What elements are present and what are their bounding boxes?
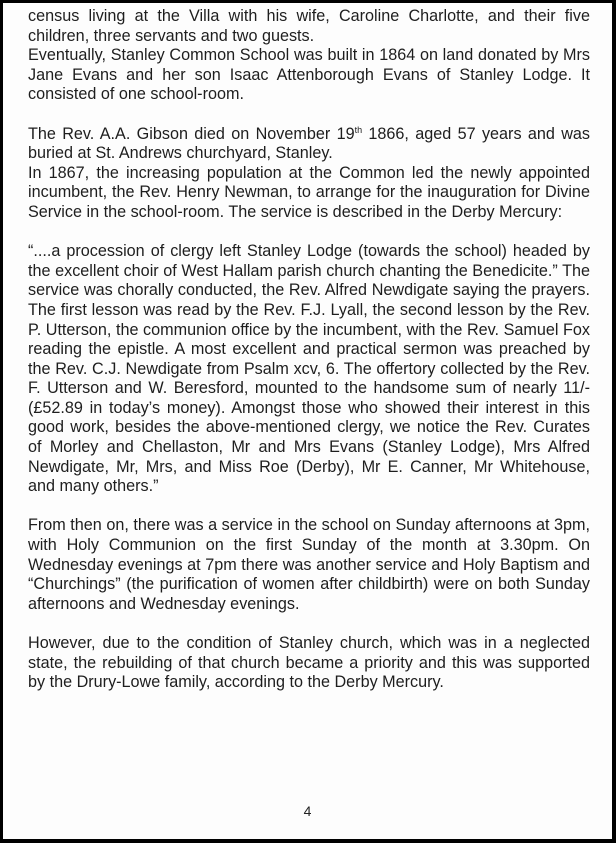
paragraph-spacer	[28, 614, 590, 634]
paragraph-spacer	[28, 105, 590, 125]
paragraph-spacer	[28, 497, 590, 517]
page-body	[28, 7, 590, 693]
gibson-text-end: 1866, aged 57 years and was buried at St. Andrews churchyard, Stanley.	[28, 124, 590, 163]
paragraph-spacer	[28, 223, 590, 243]
paragraph-1867-service: In 1867, the increasing population at the Common led the newly appointed incumbent, the Rev. Henry Newman, to arrange for the inauguration for Divine Service in the school-room. The service is described in the Derby Mercury:	[28, 163, 590, 221]
document-page	[3, 3, 612, 839]
gibson-text-start: The Rev. A.A. Gibson died on November 19	[28, 124, 355, 143]
paragraph-sunday-services: From then on, there was a service in the school on Sunday afternoons at 3pm, with Holy Communion on the first Sunday of the month at 3.30pm. On Wednesday evenings at 7pm there was another service and Holy Baptism and “Churchings” (the purification of women after childbirth) were on both Sunday afternoons and Wednesday evenings.	[28, 516, 590, 613]
ordinal-suffix: th	[354, 124, 363, 135]
paragraph-derby-mercury-quote: “....a procession of clergy left Stanley Lodge (towards the school) headed by the excellent choir of West Hallam parish church chanting the Benedicite.” The service was chorally conducted, the Rev. Alfred Newdigate saying the prayers. The first lesson was read by the Rev. F.J. Lyall, the second lesson by the Rev. P. Utterson, the communion office by the incumbent, with the Rev. Samuel Fox reading the epistle. A most excellent and practical sermon was preached by the Rev. C.J. Newdigate from Psalm xcv, 6. The offertory collected by the Rev. F. Utterson and W. Beresford, mounted to the handsome sum of nearly 11/- (£52.89 in today’s money). Amongst those who showed their interest in this good work, besides the above-mentioned clergy, we notice the Rev. Curates of Morley and Chellaston, Mr and Mrs Evans (Stanley Lodge), Mrs Alfred Newdigate, Mr, Mrs, and Miss Roe (Derby), Mr E. Canner, Mr Whitehouse, and many others.”	[28, 242, 590, 496]
paragraph-church-rebuilding: However, due to the condition of Stanley church, which was in a neglected state, the rebuilding of that church became a priority and this was supported by the Drury-Lowe family, according to the Derby Mercury.	[28, 634, 590, 692]
paragraph-gibson-death	[28, 125, 590, 164]
page-number: 4	[303, 803, 312, 819]
paragraph-school-built: Eventually, Stanley Common School was built in 1864 on land donated by Mrs Jane Evans and her son Isaac Attenborough Evans of Stanley Lodge. It consisted of one school-room.	[28, 46, 590, 104]
paragraph-census: census living at the Villa with his wife, Caroline Charlotte, and their five children, three servants and two guests.	[28, 7, 590, 45]
